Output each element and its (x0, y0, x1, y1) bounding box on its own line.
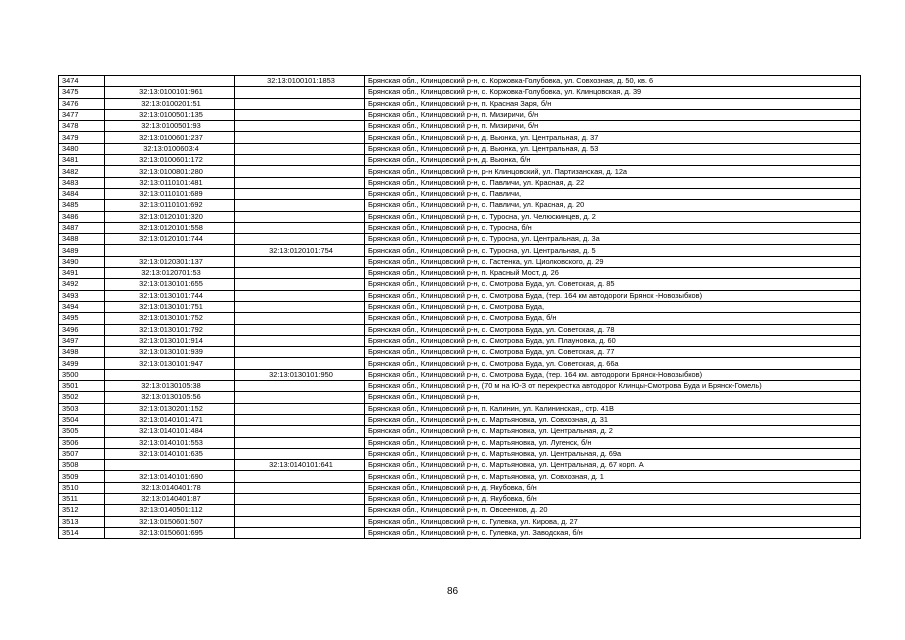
address-cell: Брянская обл., Клинцовский р-н, с. Мартьяновка, ул. Центральная, д. 69а (365, 448, 861, 459)
row-number-cell: 3497 (59, 335, 105, 346)
table-row (59, 268, 861, 279)
address-cell: Брянская обл., Клинцовский р-н, д. Якубовка, б/н (365, 482, 861, 493)
row-number-cell: 3478 (59, 121, 105, 132)
cadastral-number-alt-cell (235, 358, 365, 369)
cadastral-number-cell: 32:13:0140401:78 (105, 482, 235, 493)
cadastral-number-cell: 32:13:0130101:939 (105, 347, 235, 358)
address-cell: Брянская обл., Клинцовский р-н, с. Гастенка, ул. Циолковского, д. 29 (365, 256, 861, 267)
address-cell: Брянская обл., Клинцовский р-н, д. Вьюнка, ул. Центральная, д. 37 (365, 132, 861, 143)
row-number-cell: 3475 (59, 87, 105, 98)
cadastral-number-alt-cell (235, 222, 365, 233)
address-cell: Брянская обл., Клинцовский р-н, с. Туросна, ул. Челюскинцев, д. 2 (365, 211, 861, 222)
table-row (59, 426, 861, 437)
cadastral-number-alt-cell (235, 256, 365, 267)
row-number-cell: 3506 (59, 437, 105, 448)
row-number-cell: 3476 (59, 98, 105, 109)
cadastral-number-cell (105, 76, 235, 87)
cadastral-number-alt-cell (235, 109, 365, 120)
address-cell: Брянская обл., Клинцовский р-н, п. Овсеенков, д. 20 (365, 505, 861, 516)
row-number-cell: 3505 (59, 426, 105, 437)
address-cell: Брянская обл., Клинцовский р-н, с. Смотрова Буда, (365, 301, 861, 312)
address-cell: Брянская обл., Клинцовский р-н, с. Мартьяновка, ул. Центральная, д. 2 (365, 426, 861, 437)
row-number-cell: 3489 (59, 245, 105, 256)
cadastral-number-alt-cell: 32:13:0130101:950 (235, 369, 365, 380)
table-row (59, 482, 861, 493)
cadastral-number-cell: 32:13:0100501:93 (105, 121, 235, 132)
cadastral-number-alt-cell (235, 200, 365, 211)
address-cell: Брянская обл., Клинцовский р-н, с. Гулевка, ул. Заводская, б/н (365, 527, 861, 538)
table-row (59, 516, 861, 527)
cadastral-number-cell: 32:13:0120701:53 (105, 268, 235, 279)
cadastral-number-alt-cell (235, 471, 365, 482)
table-row (59, 87, 861, 98)
row-number-cell: 3485 (59, 200, 105, 211)
table-body (59, 76, 861, 539)
table-row (59, 358, 861, 369)
row-number-cell: 3496 (59, 324, 105, 335)
row-number-cell: 3511 (59, 493, 105, 504)
row-number-cell: 3482 (59, 166, 105, 177)
table-row (59, 414, 861, 425)
table-row (59, 324, 861, 335)
table-row (59, 437, 861, 448)
table-row (59, 200, 861, 211)
cadastral-number-alt-cell (235, 505, 365, 516)
row-number-cell: 3514 (59, 527, 105, 538)
cadastral-number-cell (105, 460, 235, 471)
address-cell: Брянская обл., Клинцовский р-н, с. Гулевка, ул. Кирова, д. 27 (365, 516, 861, 527)
table-row (59, 76, 861, 87)
table-row (59, 290, 861, 301)
address-cell: Брянская обл., Клинцовский р-н, с. Туросна, ул. Центральная, д. 5 (365, 245, 861, 256)
address-cell: Брянская обл., Клинцовский р-н, с. Мартьяновка, ул. Совхозная, д. 31 (365, 414, 861, 425)
table-row (59, 471, 861, 482)
cadastral-number-alt-cell (235, 268, 365, 279)
cadastral-number-cell: 32:13:0140401:87 (105, 493, 235, 504)
row-number-cell: 3486 (59, 211, 105, 222)
row-number-cell: 3510 (59, 482, 105, 493)
address-cell: Брянская обл., Клинцовский р-н, с. Туросна, ул. Центральная, д. 3а (365, 234, 861, 245)
row-number-cell: 3483 (59, 177, 105, 188)
cadastral-number-cell: 32:13:0100501:135 (105, 109, 235, 120)
table-row (59, 279, 861, 290)
table-row (59, 527, 861, 538)
table-row (59, 98, 861, 109)
cadastral-number-cell (105, 369, 235, 380)
cadastral-number-alt-cell (235, 121, 365, 132)
cadastral-number-cell: 32:13:0140101:471 (105, 414, 235, 425)
cadastral-number-cell: 32:13:0100201:51 (105, 98, 235, 109)
address-cell: Брянская обл., Клинцовский р-н, с. Смотрова Буда, ул. Советская, д. 85 (365, 279, 861, 290)
cadastral-number-cell: 32:13:0140101:553 (105, 437, 235, 448)
row-number-cell: 3513 (59, 516, 105, 527)
cadastral-number-alt-cell (235, 527, 365, 538)
cadastral-number-cell: 32:13:0130105:56 (105, 392, 235, 403)
table-row (59, 505, 861, 516)
row-number-cell: 3509 (59, 471, 105, 482)
cadastral-number-alt-cell (235, 87, 365, 98)
address-cell: Брянская обл., Клинцовский р-н, с. Мартьяновка, ул. Совхозная, д. 1 (365, 471, 861, 482)
table-row (59, 188, 861, 199)
cadastral-number-alt-cell (235, 335, 365, 346)
cadastral-number-alt-cell (235, 414, 365, 425)
row-number-cell: 3488 (59, 234, 105, 245)
table-row (59, 313, 861, 324)
cadastral-number-cell: 32:13:0130101:947 (105, 358, 235, 369)
cadastral-number-alt-cell (235, 493, 365, 504)
table-row (59, 177, 861, 188)
table-row (59, 403, 861, 414)
table-row (59, 392, 861, 403)
row-number-cell: 3503 (59, 403, 105, 414)
address-cell: Брянская обл., Клинцовский р-н, с. Павличи, (365, 188, 861, 199)
cadastral-number-alt-cell: 32:13:0140101:641 (235, 460, 365, 471)
cadastral-number-cell: 32:13:0100603:4 (105, 143, 235, 154)
table-row (59, 381, 861, 392)
cadastral-number-alt-cell (235, 437, 365, 448)
cadastral-number-alt-cell (235, 482, 365, 493)
row-number-cell: 3491 (59, 268, 105, 279)
cadastral-number-alt-cell (235, 392, 365, 403)
cadastral-number-cell: 32:13:0120101:320 (105, 211, 235, 222)
address-cell: Брянская обл., Клинцовский р-н, д. Якубовка, б/н (365, 493, 861, 504)
property-register-table (58, 75, 861, 539)
row-number-cell: 3504 (59, 414, 105, 425)
cadastral-number-cell: 32:13:0110101:481 (105, 177, 235, 188)
row-number-cell: 3501 (59, 381, 105, 392)
table-row (59, 347, 861, 358)
address-cell: Брянская обл., Клинцовский р-н, с. Смотрова Буда, ул. Советская, д. 78 (365, 324, 861, 335)
row-number-cell: 3490 (59, 256, 105, 267)
address-cell: Брянская обл., Клинцовский р-н, с. Смотрова Буда, б/н (365, 313, 861, 324)
cadastral-number-cell: 32:13:0100101:961 (105, 87, 235, 98)
cadastral-number-cell: 32:13:0110101:689 (105, 188, 235, 199)
cadastral-number-alt-cell (235, 290, 365, 301)
address-cell: Брянская обл., Клинцовский р-н, (70 м на Ю-З от перекрестка автодорог Клинцы-Смотрова Буда и Брянск-Гомель) (365, 381, 861, 392)
address-cell: Брянская обл., Клинцовский р-н, с. Смотрова Буда, (тер. 164 км автодороги Брянск -Новозыбков) (365, 290, 861, 301)
cadastral-number-cell: 32:13:0150601:507 (105, 516, 235, 527)
row-number-cell: 3493 (59, 290, 105, 301)
row-number-cell: 3481 (59, 155, 105, 166)
address-cell: Брянская обл., Клинцовский р-н, с. Павличи, ул. Красная, д. 20 (365, 200, 861, 211)
address-cell: Брянская обл., Клинцовский р-н, с. Мартьяновка, ул. Центральная, д. 67 корп. А (365, 460, 861, 471)
address-cell: Брянская обл., Клинцовский р-н, п. Красный Мост, д. 26 (365, 268, 861, 279)
row-number-cell: 3474 (59, 76, 105, 87)
table-row (59, 335, 861, 346)
row-number-cell: 3494 (59, 301, 105, 312)
cadastral-number-cell: 32:13:0130101:752 (105, 313, 235, 324)
table-row (59, 109, 861, 120)
address-cell: Брянская обл., Клинцовский р-н, п. Красная Заря, б/н (365, 98, 861, 109)
cadastral-number-cell: 32:13:0130101:655 (105, 279, 235, 290)
cadastral-number-cell: 32:13:0120101:558 (105, 222, 235, 233)
table-row (59, 256, 861, 267)
cadastral-number-alt-cell: 32:13:0100101:1853 (235, 76, 365, 87)
cadastral-number-alt-cell (235, 381, 365, 392)
table-row (59, 245, 861, 256)
row-number-cell: 3480 (59, 143, 105, 154)
row-number-cell: 3492 (59, 279, 105, 290)
address-cell: Брянская обл., Клинцовский р-н, с. Коржовка-Голубовка, ул. Клинцовская, д. 39 (365, 87, 861, 98)
cadastral-number-cell: 32:13:0140101:635 (105, 448, 235, 459)
cadastral-number-alt-cell (235, 132, 365, 143)
cadastral-number-cell: 32:13:0120301:137 (105, 256, 235, 267)
row-number-cell: 3507 (59, 448, 105, 459)
table-row (59, 234, 861, 245)
cadastral-number-cell: 32:13:0140501:112 (105, 505, 235, 516)
address-cell: Брянская обл., Клинцовский р-н, с. Смотрова Буда, ул. Плауновка, д. 60 (365, 335, 861, 346)
cadastral-number-cell (105, 245, 235, 256)
cadastral-number-cell: 32:13:0120101:744 (105, 234, 235, 245)
table-row (59, 143, 861, 154)
row-number-cell: 3495 (59, 313, 105, 324)
cadastral-number-alt-cell (235, 313, 365, 324)
cadastral-number-alt-cell: 32:13:0120101:754 (235, 245, 365, 256)
address-cell: Брянская обл., Клинцовский р-н, д. Вьюнка, б/н (365, 155, 861, 166)
table-row (59, 121, 861, 132)
cadastral-number-cell: 32:13:0130101:744 (105, 290, 235, 301)
row-number-cell: 3487 (59, 222, 105, 233)
cadastral-number-alt-cell (235, 324, 365, 335)
row-number-cell: 3500 (59, 369, 105, 380)
address-cell: Брянская обл., Клинцовский р-н, п. Мизиричи, б/н (365, 121, 861, 132)
row-number-cell: 3484 (59, 188, 105, 199)
cadastral-number-alt-cell (235, 448, 365, 459)
cadastral-number-alt-cell (235, 166, 365, 177)
cadastral-number-alt-cell (235, 301, 365, 312)
cadastral-number-cell: 32:13:0110101:692 (105, 200, 235, 211)
table-row (59, 460, 861, 471)
address-cell: Брянская обл., Клинцовский р-н, с. Смотрова Буда, ул. Советская, д. 77 (365, 347, 861, 358)
page-number: 86 (446, 586, 459, 597)
table-row (59, 493, 861, 504)
address-cell: Брянская обл., Клинцовский р-н, с. Смотрова Буда, (тер. 164 км. автодороги Брянск-Новозыбков) (365, 369, 861, 380)
table-row (59, 222, 861, 233)
table-row (59, 211, 861, 222)
cadastral-number-alt-cell (235, 403, 365, 414)
table-row (59, 301, 861, 312)
row-number-cell: 3479 (59, 132, 105, 143)
address-cell: Брянская обл., Клинцовский р-н, р-н Клинцовский, ул. Партизанская, д. 12а (365, 166, 861, 177)
row-number-cell: 3498 (59, 347, 105, 358)
table-row (59, 155, 861, 166)
table-row (59, 132, 861, 143)
row-number-cell: 3502 (59, 392, 105, 403)
table-row (59, 166, 861, 177)
address-cell: Брянская обл., Клинцовский р-н, с. Павличи, ул. Красная, д. 22 (365, 177, 861, 188)
cadastral-number-cell: 32:13:0100601:237 (105, 132, 235, 143)
address-cell: Брянская обл., Клинцовский р-н, с. Туросна, б/н (365, 222, 861, 233)
cadastral-number-alt-cell (235, 426, 365, 437)
address-cell: Брянская обл., Клинцовский р-н, п. Мизиричи, б/н (365, 109, 861, 120)
cadastral-number-alt-cell (235, 516, 365, 527)
cadastral-number-cell: 32:13:0130101:914 (105, 335, 235, 346)
address-cell: Брянская обл., Клинцовский р-н, с. Коржовка-Голубовка, ул. Совхозная, д. 50, кв. 6 (365, 76, 861, 87)
cadastral-number-cell: 32:13:0140101:484 (105, 426, 235, 437)
address-cell: Брянская обл., Клинцовский р-н, (365, 392, 861, 403)
row-number-cell: 3512 (59, 505, 105, 516)
address-cell: Брянская обл., Клинцовский р-н, д. Вьюнка, ул. Центральная, д. 53 (365, 143, 861, 154)
cadastral-number-alt-cell (235, 347, 365, 358)
row-number-cell: 3508 (59, 460, 105, 471)
address-cell: Брянская обл., Клинцовский р-н, п. Калинин, ул. Калининская,, стр. 41В (365, 403, 861, 414)
cadastral-number-alt-cell (235, 234, 365, 245)
cadastral-number-cell: 32:13:0130201:152 (105, 403, 235, 414)
cadastral-number-cell: 32:13:0130105:38 (105, 381, 235, 392)
address-cell: Брянская обл., Клинцовский р-н, с. Мартьяновка, ул. Лугенск, б/н (365, 437, 861, 448)
cadastral-number-cell: 32:13:0130101:792 (105, 324, 235, 335)
row-number-cell: 3477 (59, 109, 105, 120)
cadastral-number-cell: 32:13:0100601:172 (105, 155, 235, 166)
cadastral-number-cell: 32:13:0140101:690 (105, 471, 235, 482)
cadastral-number-alt-cell (235, 98, 365, 109)
table-row (59, 448, 861, 459)
cadastral-number-alt-cell (235, 188, 365, 199)
cadastral-number-alt-cell (235, 143, 365, 154)
address-cell: Брянская обл., Клинцовский р-н, с. Смотрова Буда, ул. Советская, д. 66а (365, 358, 861, 369)
row-number-cell: 3499 (59, 358, 105, 369)
table-row (59, 369, 861, 380)
cadastral-number-alt-cell (235, 211, 365, 222)
cadastral-number-alt-cell (235, 155, 365, 166)
cadastral-number-alt-cell (235, 279, 365, 290)
cadastral-number-cell: 32:13:0100801:280 (105, 166, 235, 177)
cadastral-number-cell: 32:13:0130101:751 (105, 301, 235, 312)
cadastral-number-cell: 32:13:0150601:695 (105, 527, 235, 538)
cadastral-number-alt-cell (235, 177, 365, 188)
